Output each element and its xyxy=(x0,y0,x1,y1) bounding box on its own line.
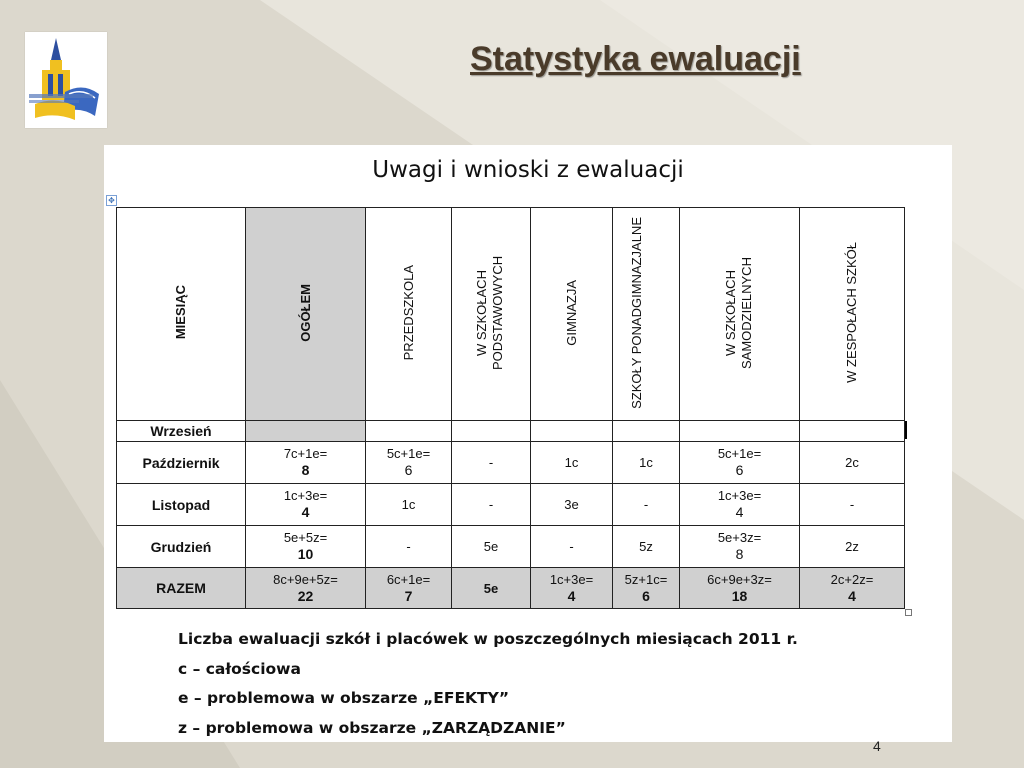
legend-item-e: e – problemowa w obszarze „EFEKTY” xyxy=(178,689,510,707)
month-cell: Grudzień xyxy=(117,526,246,568)
table-cell: 2c xyxy=(800,442,905,484)
legend-item-c: c – całościowa xyxy=(178,659,301,678)
table-cell: 2z xyxy=(800,526,905,568)
content-panel xyxy=(104,145,952,742)
evaluation-table xyxy=(116,207,905,609)
table-header-row xyxy=(117,208,905,421)
table-cell xyxy=(366,421,452,442)
header-independent-schools: W SZKOŁACH SAMODZIELNYCH xyxy=(680,208,800,421)
table-cell: 1c xyxy=(613,442,680,484)
header-secondary-schools: SZKOŁY PONADGIMNAZJALNE xyxy=(613,208,680,421)
panel-title: Uwagi i wnioski z ewaluacji xyxy=(372,157,684,183)
table-cell: - xyxy=(531,526,613,568)
table-cell: 5e+5z= 10 xyxy=(246,526,366,568)
header-school-complexes: W ZESPOŁACH SZKÓŁ xyxy=(800,208,905,421)
header-primary-schools: W SZKOŁACH PODSTAWOWYCH xyxy=(452,208,531,421)
table-cell: 5e xyxy=(452,568,531,609)
table-row xyxy=(117,442,905,484)
table-cell xyxy=(800,421,905,442)
slide-title: Statystyka ewaluacji xyxy=(470,40,801,78)
page-number: 4 xyxy=(873,738,881,754)
table-cell: 2c+2z= 4 xyxy=(800,568,905,609)
legend xyxy=(178,625,798,743)
table-cell: 5c+1e= 6 xyxy=(366,442,452,484)
table-cell xyxy=(613,421,680,442)
header-month: MIESIĄC xyxy=(117,208,246,421)
table-cell: 1c+3e= 4 xyxy=(680,484,800,526)
table-cell xyxy=(246,421,366,442)
table-cell: 1c+3e= 4 xyxy=(246,484,366,526)
table-cell: - xyxy=(366,526,452,568)
logo-emblem-icon xyxy=(25,32,107,128)
month-cell: Wrzesień xyxy=(117,421,246,442)
header-middle-schools: GIMNAZJA xyxy=(531,208,613,421)
table-cell: 7c+1e= 8 xyxy=(246,442,366,484)
table-cell: 5z+1c= 6 xyxy=(613,568,680,609)
table-cell xyxy=(680,421,800,442)
table-cell xyxy=(452,421,531,442)
header-preschools: PRZEDSZKOLA xyxy=(366,208,452,421)
legend-title: Liczba ewaluacji szkół i placówek w poszczególnych miesiącach 2011 r. xyxy=(178,630,798,648)
month-cell: Październik xyxy=(117,442,246,484)
table-cell: 1c+3e= 4 xyxy=(531,568,613,609)
table-resize-handle[interactable] xyxy=(905,609,912,616)
table-move-handle-icon[interactable]: ✥ xyxy=(106,195,117,206)
table-cell: 6c+9e+3z= 18 xyxy=(680,568,800,609)
table-cell: 5z xyxy=(613,526,680,568)
table-row-total xyxy=(117,568,905,609)
table-cell: 5e+3z= 8 xyxy=(680,526,800,568)
table-cell: 5c+1e= 6 xyxy=(680,442,800,484)
table-cell: - xyxy=(613,484,680,526)
table-cell: - xyxy=(452,442,531,484)
text-cursor xyxy=(905,421,907,439)
table-row xyxy=(117,421,905,442)
table-cell: 8c+9e+5z= 22 xyxy=(246,568,366,609)
table-cell: - xyxy=(800,484,905,526)
legend-item-z: z – problemowa w obszarze „ZARZĄDZANIE” xyxy=(178,718,566,737)
table-cell: 6c+1e= 7 xyxy=(366,568,452,609)
table-row xyxy=(117,484,905,526)
table-cell: 5e xyxy=(452,526,531,568)
month-cell: Listopad xyxy=(117,484,246,526)
table-row xyxy=(117,526,905,568)
table-cell: - xyxy=(452,484,531,526)
table-cell: 3e xyxy=(531,484,613,526)
month-cell: RAZEM xyxy=(117,568,246,609)
table-cell: 1c xyxy=(531,442,613,484)
table-cell xyxy=(531,421,613,442)
logo xyxy=(25,32,107,128)
header-total: OGÓŁEM xyxy=(246,208,366,421)
table-cell: 1c xyxy=(366,484,452,526)
